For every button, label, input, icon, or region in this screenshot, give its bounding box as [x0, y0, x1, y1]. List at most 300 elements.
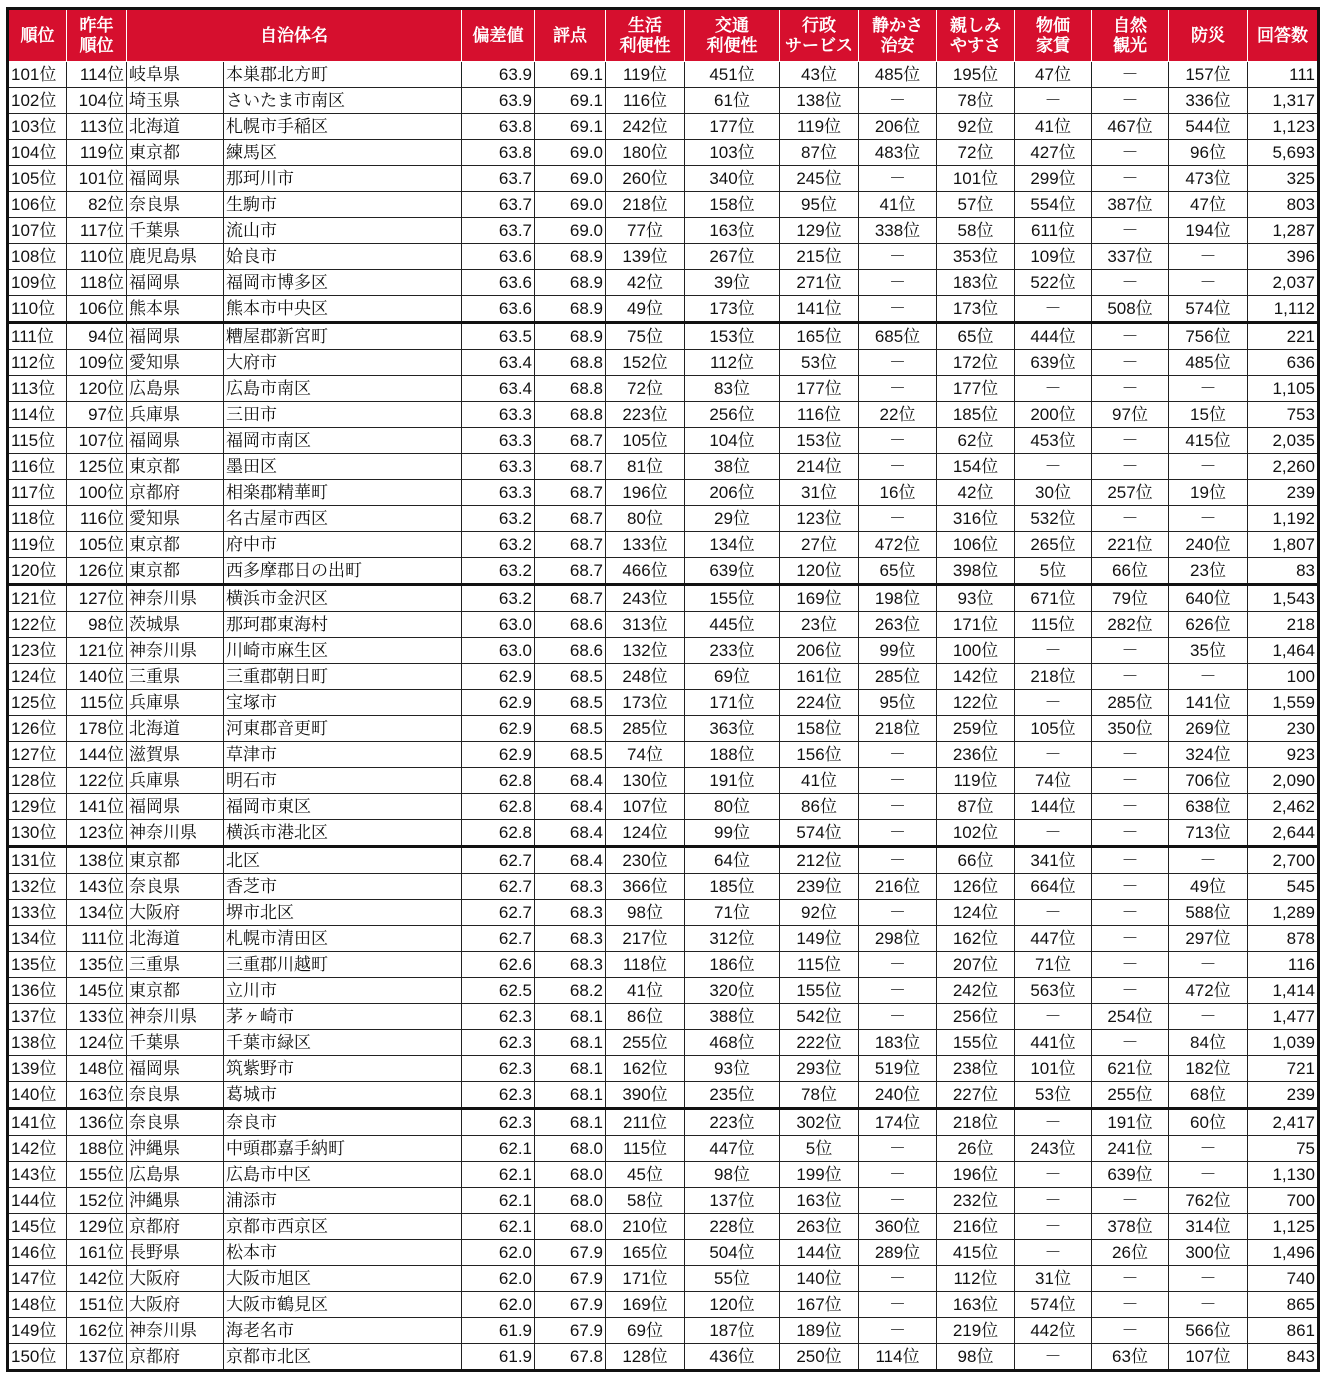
cell-friendly: 42位	[937, 480, 1015, 506]
cell-prefecture: 神奈川県	[127, 585, 224, 612]
header-transport[interactable]: 交通 利便性	[685, 9, 780, 62]
cell-prices: 109位	[1015, 244, 1092, 270]
cell-disaster: －	[1169, 376, 1248, 402]
cell-transport: 187位	[685, 1318, 780, 1344]
cell-municipality: 名古屋市西区	[224, 506, 462, 532]
cell-prefecture: 神奈川県	[127, 638, 224, 664]
cell-prev-rank: 107位	[67, 428, 127, 454]
header-living[interactable]: 生活 利便性	[606, 9, 685, 62]
cell-rank: 142位	[8, 1136, 67, 1162]
cell-prices: 444位	[1015, 323, 1092, 350]
cell-nature: 508位	[1092, 296, 1169, 323]
cell-prev-rank: 178位	[67, 716, 127, 742]
cell-responses: 740	[1248, 1266, 1319, 1292]
cell-transport: 71位	[685, 900, 780, 926]
cell-responses: 325	[1248, 166, 1319, 192]
cell-municipality: 宝塚市	[224, 690, 462, 716]
cell-prev-rank: 98位	[67, 612, 127, 638]
table-row[interactable]	[8, 62, 1319, 88]
cell-prefecture: 埼玉県	[127, 88, 224, 114]
cell-quiet: 263位	[859, 612, 937, 638]
table-row[interactable]	[8, 1004, 1319, 1030]
cell-disaster: －	[1169, 1004, 1248, 1030]
cell-disaster: 15位	[1169, 402, 1248, 428]
cell-nature: －	[1092, 664, 1169, 690]
cell-admin: 141位	[780, 296, 859, 323]
cell-prefecture: 奈良県	[127, 1109, 224, 1136]
cell-transport: 120位	[685, 1292, 780, 1318]
cell-admin: 138位	[780, 88, 859, 114]
cell-municipality: 浦添市	[224, 1188, 462, 1214]
cell-transport: 134位	[685, 532, 780, 558]
cell-prices: 30位	[1015, 480, 1092, 506]
cell-prices: 574位	[1015, 1292, 1092, 1318]
cell-prefecture: 大阪府	[127, 900, 224, 926]
table-row[interactable]	[8, 192, 1319, 218]
cell-deviation: 62.3	[462, 1082, 535, 1109]
cell-responses: 1,039	[1248, 1030, 1319, 1056]
table-row[interactable]	[8, 166, 1319, 192]
cell-deviation: 63.3	[462, 454, 535, 480]
cell-prices: 243位	[1015, 1136, 1092, 1162]
cell-prefecture: 奈良県	[127, 192, 224, 218]
cell-transport: 256位	[685, 402, 780, 428]
cell-quiet: 240位	[859, 1082, 937, 1109]
cell-responses: 2,700	[1248, 847, 1319, 874]
cell-municipality: 京都市北区	[224, 1344, 462, 1371]
cell-rank: 131位	[8, 847, 67, 874]
header-quiet[interactable]: 静かさ 治安	[859, 9, 937, 62]
cell-disaster: 324位	[1169, 742, 1248, 768]
cell-deviation: 62.1	[462, 1214, 535, 1240]
cell-transport: 112位	[685, 350, 780, 376]
cell-living: 42位	[606, 270, 685, 296]
cell-deviation: 62.9	[462, 742, 535, 768]
cell-prices: －	[1015, 296, 1092, 323]
cell-admin: 92位	[780, 900, 859, 926]
cell-nature: －	[1092, 428, 1169, 454]
cell-responses: 861	[1248, 1318, 1319, 1344]
cell-prev-rank: 116位	[67, 506, 127, 532]
table-row[interactable]	[8, 1109, 1319, 1136]
cell-score: 67.9	[535, 1240, 606, 1266]
table-row[interactable]	[8, 847, 1319, 874]
cell-prev-rank: 105位	[67, 532, 127, 558]
cell-rank: 133位	[8, 900, 67, 926]
cell-prefecture: 兵庫県	[127, 768, 224, 794]
cell-prefecture: 兵庫県	[127, 402, 224, 428]
cell-nature: －	[1092, 454, 1169, 480]
cell-admin: 86位	[780, 794, 859, 820]
cell-prev-rank: 100位	[67, 480, 127, 506]
cell-municipality: 広島市南区	[224, 376, 462, 402]
table-row[interactable]	[8, 88, 1319, 114]
cell-municipality: 葛城市	[224, 1082, 462, 1109]
table-row[interactable]	[8, 376, 1319, 402]
table-row[interactable]	[8, 1292, 1319, 1318]
cell-prices: －	[1015, 1162, 1092, 1188]
cell-score: 69.0	[535, 218, 606, 244]
cell-admin: 95位	[780, 192, 859, 218]
cell-municipality: 西多摩郡日の出町	[224, 558, 462, 585]
cell-score: 68.8	[535, 350, 606, 376]
cell-disaster: －	[1169, 1266, 1248, 1292]
cell-transport: 61位	[685, 88, 780, 114]
cell-nature: －	[1092, 952, 1169, 978]
cell-friendly: 62位	[937, 428, 1015, 454]
header-friendly[interactable]: 親しみ やすさ	[937, 9, 1015, 62]
cell-living: 165位	[606, 1240, 685, 1266]
cell-municipality: 広島市中区	[224, 1162, 462, 1188]
cell-living: 230位	[606, 847, 685, 874]
header-nature[interactable]: 自然 観光	[1092, 9, 1169, 62]
table-row[interactable]	[8, 1136, 1319, 1162]
cell-admin: 574位	[780, 820, 859, 847]
cell-quiet: －	[859, 978, 937, 1004]
cell-friendly: 316位	[937, 506, 1015, 532]
cell-disaster: 297位	[1169, 926, 1248, 952]
cell-prices: －	[1015, 742, 1092, 768]
cell-prefecture: 滋賀県	[127, 742, 224, 768]
cell-admin: 302位	[780, 1109, 859, 1136]
cell-score: 68.4	[535, 768, 606, 794]
cell-quiet: －	[859, 350, 937, 376]
cell-disaster: 756位	[1169, 323, 1248, 350]
cell-prev-rank: 129位	[67, 1214, 127, 1240]
cell-admin: 239位	[780, 874, 859, 900]
cell-responses: 1,477	[1248, 1004, 1319, 1030]
cell-responses: 5,693	[1248, 140, 1319, 166]
table-row[interactable]	[8, 1344, 1319, 1371]
cell-admin: 165位	[780, 323, 859, 350]
cell-responses: 1,414	[1248, 978, 1319, 1004]
table-row[interactable]	[8, 926, 1319, 952]
cell-prefecture: 愛知県	[127, 350, 224, 376]
header-prev-rank[interactable]: 昨年 順位	[67, 9, 127, 62]
cell-friendly: 195位	[937, 62, 1015, 88]
header-prices[interactable]: 物価 家賃	[1015, 9, 1092, 62]
cell-rank: 143位	[8, 1162, 67, 1188]
cell-prices: 671位	[1015, 585, 1092, 612]
table-row[interactable]	[8, 1318, 1319, 1344]
cell-admin: 144位	[780, 1240, 859, 1266]
cell-transport: 191位	[685, 768, 780, 794]
cell-score: 68.9	[535, 296, 606, 323]
cell-transport: 451位	[685, 62, 780, 88]
cell-prices: 427位	[1015, 140, 1092, 166]
cell-living: 74位	[606, 742, 685, 768]
cell-living: 243位	[606, 585, 685, 612]
cell-living: 139位	[606, 244, 685, 270]
cell-nature: －	[1092, 1188, 1169, 1214]
cell-municipality: 京都市西京区	[224, 1214, 462, 1240]
cell-quiet: 198位	[859, 585, 937, 612]
cell-rank: 123位	[8, 638, 67, 664]
cell-municipality: 練馬区	[224, 140, 462, 166]
cell-living: 132位	[606, 638, 685, 664]
cell-nature: －	[1092, 323, 1169, 350]
cell-quiet: －	[859, 1188, 937, 1214]
cell-disaster: 472位	[1169, 978, 1248, 1004]
header-deviation[interactable]: 偏差値	[462, 9, 535, 62]
header-municipality[interactable]: 自治体名	[127, 9, 462, 62]
cell-rank: 108位	[8, 244, 67, 270]
cell-disaster: －	[1169, 952, 1248, 978]
cell-admin: 293位	[780, 1056, 859, 1082]
cell-municipality: 筑紫野市	[224, 1056, 462, 1082]
cell-disaster: 194位	[1169, 218, 1248, 244]
cell-friendly: 98位	[937, 1344, 1015, 1371]
cell-disaster: －	[1169, 454, 1248, 480]
cell-rank: 109位	[8, 270, 67, 296]
cell-disaster: 19位	[1169, 480, 1248, 506]
cell-prices: －	[1015, 1004, 1092, 1030]
cell-municipality: 熊本市中央区	[224, 296, 462, 323]
cell-nature: －	[1092, 900, 1169, 926]
cell-living: 196位	[606, 480, 685, 506]
cell-responses: 1,317	[1248, 88, 1319, 114]
cell-transport: 39位	[685, 270, 780, 296]
cell-transport: 155位	[685, 585, 780, 612]
cell-quiet: －	[859, 1318, 937, 1344]
header-score[interactable]: 評点	[535, 9, 606, 62]
cell-prefecture: 茨城県	[127, 612, 224, 638]
table-row[interactable]	[8, 323, 1319, 350]
cell-deviation: 63.3	[462, 402, 535, 428]
table-row[interactable]	[8, 558, 1319, 585]
table-row[interactable]	[8, 1266, 1319, 1292]
table-row[interactable]	[8, 270, 1319, 296]
cell-prev-rank: 114位	[67, 62, 127, 88]
table-row[interactable]	[8, 480, 1319, 506]
cell-prev-rank: 163位	[67, 1082, 127, 1109]
cell-living: 124位	[606, 820, 685, 847]
cell-transport: 235位	[685, 1082, 780, 1109]
cell-friendly: 185位	[937, 402, 1015, 428]
cell-municipality: 海老名市	[224, 1318, 462, 1344]
cell-deviation: 63.9	[462, 88, 535, 114]
cell-disaster: 336位	[1169, 88, 1248, 114]
cell-living: 218位	[606, 192, 685, 218]
cell-quiet: 65位	[859, 558, 937, 585]
table-row[interactable]	[8, 218, 1319, 244]
cell-admin: 199位	[780, 1162, 859, 1188]
cell-prev-rank: 118位	[67, 270, 127, 296]
table-row[interactable]	[8, 716, 1319, 742]
cell-municipality: 立川市	[224, 978, 462, 1004]
table-row[interactable]	[8, 532, 1319, 558]
cell-nature: 191位	[1092, 1109, 1169, 1136]
cell-score: 68.5	[535, 716, 606, 742]
cell-quiet: －	[859, 820, 937, 847]
cell-rank: 101位	[8, 62, 67, 88]
cell-prefecture: 長野県	[127, 1240, 224, 1266]
cell-score: 68.0	[535, 1136, 606, 1162]
cell-responses: 2,090	[1248, 768, 1319, 794]
cell-prev-rank: 143位	[67, 874, 127, 900]
cell-municipality: 横浜市港北区	[224, 820, 462, 847]
cell-transport: 223位	[685, 1109, 780, 1136]
cell-score: 68.7	[535, 585, 606, 612]
cell-friendly: 142位	[937, 664, 1015, 690]
cell-living: 211位	[606, 1109, 685, 1136]
table-row[interactable]	[8, 638, 1319, 664]
cell-nature: 467位	[1092, 114, 1169, 140]
header-admin[interactable]: 行政 サービス	[780, 9, 859, 62]
cell-quiet: －	[859, 794, 937, 820]
table-row[interactable]	[8, 690, 1319, 716]
table-row[interactable]	[8, 140, 1319, 166]
ranking-table	[6, 7, 1320, 1372]
header-rank[interactable]: 順位	[8, 9, 67, 62]
cell-score: 69.0	[535, 166, 606, 192]
table-row[interactable]	[8, 402, 1319, 428]
cell-disaster: 269位	[1169, 716, 1248, 742]
cell-nature: 241位	[1092, 1136, 1169, 1162]
cell-friendly: 100位	[937, 638, 1015, 664]
cell-living: 105位	[606, 428, 685, 454]
cell-transport: 340位	[685, 166, 780, 192]
cell-rank: 127位	[8, 742, 67, 768]
cell-prices: －	[1015, 1188, 1092, 1214]
cell-prev-rank: 113位	[67, 114, 127, 140]
cell-disaster: 60位	[1169, 1109, 1248, 1136]
header-disaster[interactable]: 防災	[1169, 9, 1248, 62]
cell-score: 68.7	[535, 558, 606, 585]
cell-admin: 123位	[780, 506, 859, 532]
cell-prices: 611位	[1015, 218, 1092, 244]
cell-living: 80位	[606, 506, 685, 532]
cell-prev-rank: 122位	[67, 768, 127, 794]
table-row[interactable]	[8, 742, 1319, 768]
cell-quiet: 99位	[859, 638, 937, 664]
table-row[interactable]	[8, 978, 1319, 1004]
table-row[interactable]	[8, 794, 1319, 820]
cell-transport: 137位	[685, 1188, 780, 1214]
table-row[interactable]	[8, 952, 1319, 978]
table-row[interactable]	[8, 1188, 1319, 1214]
cell-prev-rank: 144位	[67, 742, 127, 768]
cell-responses: 83	[1248, 558, 1319, 585]
cell-friendly: 238位	[937, 1056, 1015, 1082]
table-row[interactable]	[8, 350, 1319, 376]
cell-rank: 124位	[8, 664, 67, 690]
table-row[interactable]	[8, 114, 1319, 140]
cell-transport: 388位	[685, 1004, 780, 1030]
table-row[interactable]	[8, 585, 1319, 612]
cell-nature: 387位	[1092, 192, 1169, 218]
table-row[interactable]	[8, 244, 1319, 270]
table-row[interactable]	[8, 1056, 1319, 1082]
cell-disaster: 47位	[1169, 192, 1248, 218]
cell-disaster: 314位	[1169, 1214, 1248, 1240]
cell-responses: 803	[1248, 192, 1319, 218]
cell-admin: 161位	[780, 664, 859, 690]
table-row[interactable]	[8, 664, 1319, 690]
cell-score: 68.6	[535, 638, 606, 664]
cell-transport: 267位	[685, 244, 780, 270]
cell-prev-rank: 123位	[67, 820, 127, 847]
cell-transport: 80位	[685, 794, 780, 820]
cell-disaster: 23位	[1169, 558, 1248, 585]
cell-disaster: 107位	[1169, 1344, 1248, 1371]
cell-municipality: 相楽郡精華町	[224, 480, 462, 506]
cell-quiet: 483位	[859, 140, 937, 166]
cell-prices: 639位	[1015, 350, 1092, 376]
cell-responses: 239	[1248, 1082, 1319, 1109]
cell-admin: 78位	[780, 1082, 859, 1109]
cell-responses: 221	[1248, 323, 1319, 350]
cell-disaster: 626位	[1169, 612, 1248, 638]
cell-quiet: 114位	[859, 1344, 937, 1371]
cell-transport: 185位	[685, 874, 780, 900]
cell-nature: －	[1092, 820, 1169, 847]
table-row[interactable]	[8, 1214, 1319, 1240]
cell-prev-rank: 115位	[67, 690, 127, 716]
cell-quiet: －	[859, 376, 937, 402]
table-row[interactable]	[8, 874, 1319, 900]
cell-disaster: 640位	[1169, 585, 1248, 612]
cell-nature: －	[1092, 1292, 1169, 1318]
cell-prev-rank: 117位	[67, 218, 127, 244]
table-row[interactable]	[8, 1162, 1319, 1188]
cell-prices: －	[1015, 1344, 1092, 1371]
cell-living: 260位	[606, 166, 685, 192]
table-row[interactable]	[8, 506, 1319, 532]
cell-living: 466位	[606, 558, 685, 585]
cell-quiet: －	[859, 742, 937, 768]
table-row[interactable]	[8, 900, 1319, 926]
cell-transport: 186位	[685, 952, 780, 978]
cell-prefecture: 広島県	[127, 1162, 224, 1188]
cell-prefecture: 大阪府	[127, 1266, 224, 1292]
table-row[interactable]	[8, 1240, 1319, 1266]
cell-prev-rank: 162位	[67, 1318, 127, 1344]
table-row[interactable]	[8, 454, 1319, 480]
cell-prices: 41位	[1015, 114, 1092, 140]
cell-rank: 110位	[8, 296, 67, 323]
cell-prefecture: 京都府	[127, 1214, 224, 1240]
cell-quiet: －	[859, 296, 937, 323]
cell-deviation: 62.0	[462, 1292, 535, 1318]
cell-quiet: －	[859, 428, 937, 454]
cell-prices: 453位	[1015, 428, 1092, 454]
cell-admin: 163位	[780, 1188, 859, 1214]
table-row[interactable]	[8, 768, 1319, 794]
table-row[interactable]	[8, 1030, 1319, 1056]
cell-nature: －	[1092, 638, 1169, 664]
cell-deviation: 63.7	[462, 166, 535, 192]
cell-admin: 206位	[780, 638, 859, 664]
table-row[interactable]	[8, 820, 1319, 847]
header-responses[interactable]: 回答数	[1248, 9, 1319, 62]
table-row[interactable]	[8, 296, 1319, 323]
cell-rank: 141位	[8, 1109, 67, 1136]
cell-admin: 120位	[780, 558, 859, 585]
cell-disaster: 706位	[1169, 768, 1248, 794]
table-row[interactable]	[8, 428, 1319, 454]
cell-transport: 29位	[685, 506, 780, 532]
cell-friendly: 154位	[937, 454, 1015, 480]
cell-prev-rank: 148位	[67, 1056, 127, 1082]
cell-deviation: 63.2	[462, 585, 535, 612]
cell-prefecture: 福岡県	[127, 428, 224, 454]
cell-responses: 1,105	[1248, 376, 1319, 402]
table-row[interactable]	[8, 1082, 1319, 1109]
cell-living: 242位	[606, 114, 685, 140]
table-row[interactable]	[8, 612, 1319, 638]
cell-disaster: －	[1169, 506, 1248, 532]
